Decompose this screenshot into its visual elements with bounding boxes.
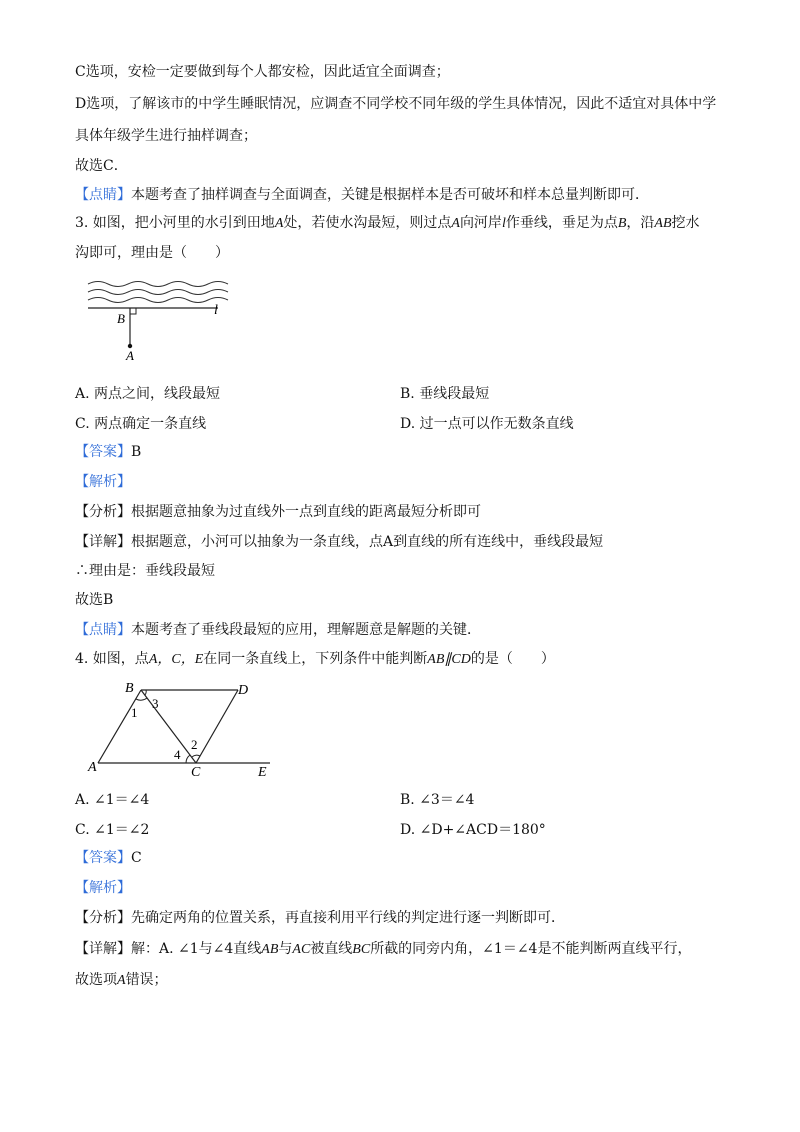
var: A — [274, 216, 284, 231]
section-tag: 【分析】 — [75, 504, 131, 520]
section-tag: 【解析】 — [75, 880, 131, 896]
jiexi-line — [75, 878, 131, 898]
section-tag: 【详解】 — [75, 534, 131, 550]
text: 4. 如图，点 — [75, 651, 149, 667]
reason-line: ∴理由是：垂线段最短 — [75, 563, 215, 579]
angle-arc-4 — [186, 755, 190, 763]
section-tag: 【详解】 — [75, 941, 131, 957]
var: l — [501, 216, 506, 231]
xiangjie-text: 根据题意，小河可以抽象为一条直线，点A到直线的所有连线中，垂线段最短 — [131, 534, 604, 550]
dianjing-line — [75, 620, 481, 640]
var: A — [451, 216, 460, 231]
dianjing-text: 本题考查了垂线段最短的应用，理解题意是解题的关键． — [131, 622, 481, 638]
xiangjie-line — [75, 939, 691, 960]
angle-label-1: 1 — [131, 705, 138, 720]
option-a: A. 两点之间，线段最短 — [75, 386, 221, 402]
var: A — [117, 973, 126, 988]
text: 错误； — [125, 972, 168, 988]
text: 向河岸 — [459, 215, 502, 231]
segment-cd — [196, 690, 238, 763]
label-b: B — [117, 311, 125, 326]
text: 的是（ ） — [470, 651, 555, 667]
text: 所截的同旁内角，∠1＝∠4是不能判断两直线平行， — [370, 941, 692, 957]
var: B — [617, 216, 627, 231]
dianjing-line — [75, 185, 649, 205]
option-c: C. ∠1＝∠2 — [75, 822, 150, 838]
answer-line — [75, 442, 141, 462]
fenxi-line — [75, 502, 481, 522]
section-tag: 【解析】 — [75, 474, 131, 490]
jiexi-line — [75, 472, 131, 492]
label-c: C — [191, 765, 201, 780]
var: BC — [352, 942, 371, 957]
text: ，沿 — [626, 215, 655, 231]
fenxi-text: 先确定两角的位置关系，再直接利用平行线的判定进行逐一判断即可． — [131, 910, 565, 926]
right-angle-mark — [130, 308, 136, 314]
wave-line — [88, 298, 228, 303]
text-line: C选项，安检一定要做到每个人都安检，因此适宜全面调查； — [75, 64, 450, 80]
answer-line — [75, 848, 142, 868]
text-line: D选项，了解该市的中学生睡眠情况，应调查不同学校不同年级的学生具体情况，因此不适宜对具体中学 — [75, 96, 717, 112]
angle-arc-1 — [136, 698, 147, 700]
fenxi-line — [75, 908, 565, 928]
segment-bc — [141, 690, 196, 763]
label-a: A — [88, 760, 97, 775]
text: 作垂线，垂足为点 — [505, 215, 618, 231]
fenxi-text: 根据题意抽象为过直线外一点到直线的距离最短分析即可 — [131, 504, 481, 520]
section-tag: 【点睛】 — [75, 187, 131, 203]
var: AB∥CD — [427, 652, 471, 667]
text: 处，若使水沟最短，则过点 — [283, 215, 452, 231]
wave-line — [88, 290, 228, 295]
text: 与 — [278, 941, 293, 957]
var: AB — [261, 942, 279, 957]
text: 被直线 — [310, 941, 353, 957]
choose-line: 故选B — [75, 592, 114, 608]
text: 3. 如图，把小河里的水引到田地 — [75, 215, 275, 231]
option-b: B. 垂线段最短 — [400, 386, 490, 402]
conclusion-line — [75, 970, 168, 991]
section-tag: 【点睛】 — [75, 622, 131, 638]
wave-line — [88, 282, 228, 287]
option-d: D. ∠D+∠ACD＝180° — [400, 822, 546, 838]
option-b: B. ∠3＝∠4 — [400, 792, 475, 808]
angle-label-3: 3 — [152, 696, 159, 711]
question-3-text — [75, 213, 700, 234]
label-b: B — [125, 681, 134, 696]
river-figure — [86, 278, 236, 364]
var: AC — [292, 942, 311, 957]
label-d: D — [238, 683, 249, 698]
angle-arc-2 — [192, 755, 200, 757]
question-3-text-2: 沟即可，理由是（ ） — [75, 245, 229, 261]
section-tag: 【答案】 — [75, 850, 131, 866]
text-line: 具体年级学生进行抽样调查； — [75, 128, 257, 144]
text: 故选项 — [75, 972, 117, 988]
label-l: l — [214, 303, 218, 318]
segment-ab — [98, 690, 141, 763]
answer-line: 故选C． — [75, 158, 128, 174]
parallelogram-figure — [86, 680, 276, 780]
xiangjie-line — [75, 532, 603, 552]
option-c: C. 两点确定一条直线 — [75, 416, 207, 432]
text: 挖水 — [671, 215, 700, 231]
section-tag: 【分析】 — [75, 910, 131, 926]
angle-label-2: 2 — [191, 737, 198, 752]
option-a: A. ∠1＝∠4 — [75, 792, 150, 808]
var: A，C，E — [148, 652, 204, 667]
label-e: E — [258, 765, 267, 780]
answer-value: C — [131, 850, 142, 866]
question-4-text — [75, 649, 555, 670]
dianjing-text: 本题考查了抽样调查与全面调查，关键是根据样本是否可破坏和样本总量判断即可． — [131, 187, 649, 203]
label-a: A — [126, 348, 134, 363]
var: AB — [654, 216, 672, 231]
angle-label-4: 4 — [174, 747, 181, 762]
answer-value: B — [131, 444, 142, 460]
text: 解：A. ∠1与∠4直线 — [131, 941, 262, 957]
option-d: D. 过一点可以作无数条直线 — [400, 416, 574, 432]
section-tag: 【答案】 — [75, 444, 131, 460]
angle-arc-3 — [145, 690, 146, 695]
text: 在同一条直线上，下列条件中能判断 — [203, 651, 428, 667]
